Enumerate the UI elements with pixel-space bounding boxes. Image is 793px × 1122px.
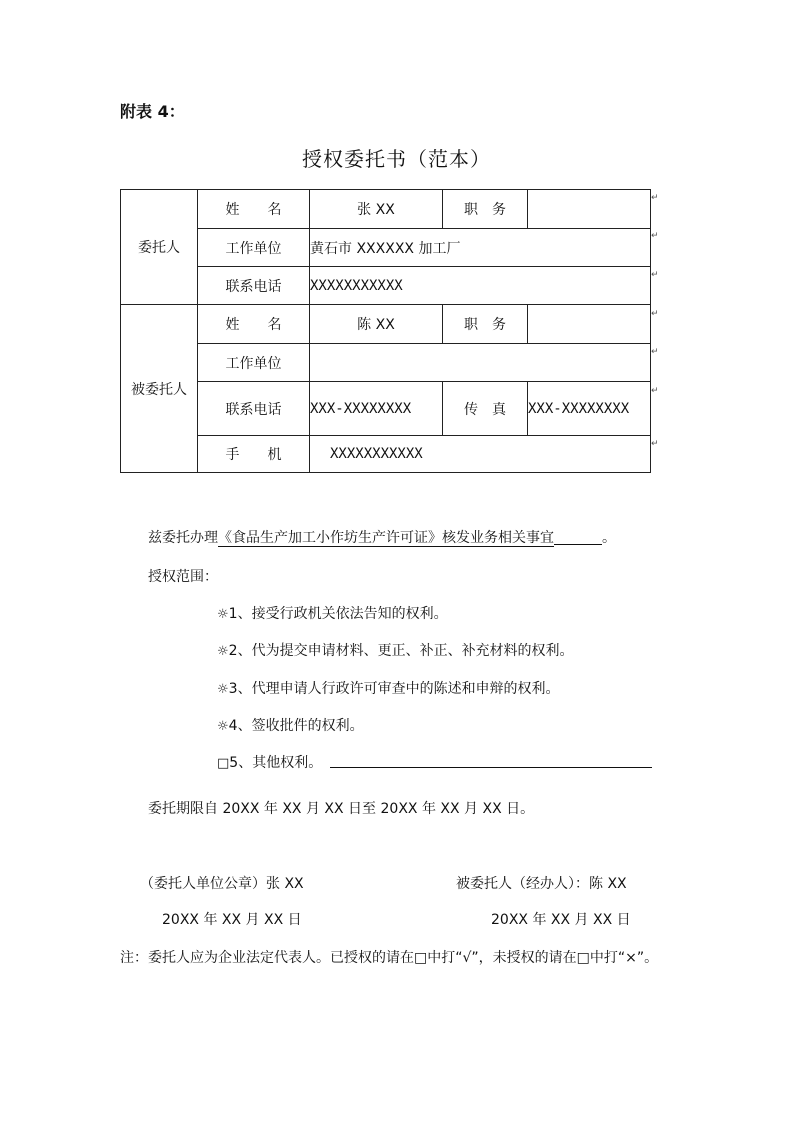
agent-phone-label: 联系电话 [198, 382, 310, 436]
agent-position-value [528, 305, 651, 344]
agent-label: 被委托人 [121, 305, 198, 473]
principal-position-value [528, 190, 651, 229]
agent-name-label: 姓 名 [198, 305, 310, 344]
agent-fax-value: XXX-XXXXXXXX [528, 382, 651, 436]
principal-name-value: 张 XX [310, 190, 443, 229]
appendix-label: 附表 4： [120, 102, 185, 121]
entrust-suffix: 。 [602, 530, 616, 546]
agent-name-value: 陈 XX [310, 305, 443, 344]
sun-checkbox-icon[interactable]: ☼ [217, 607, 229, 622]
principal-name-label: 姓 名 [198, 190, 310, 229]
entrust-period: 委托期限自 20XX 年 XX 月 XX 日至 20XX 年 XX 月 XX 日。 [148, 801, 535, 817]
principal-position-label: 职 务 [443, 190, 528, 229]
scope-item [217, 640, 574, 660]
footnote: 注：委托人应为企业法定代表人。已授权的请在□中打“√”，未授权的请在□中打“×”。 [120, 950, 659, 966]
agent-date: 20XX 年 XX 月 XX 日 [491, 912, 631, 928]
entrust-matter: 《食品生产加工小作坊生产许可证》核发业务相关事宜 [218, 530, 554, 546]
agent-mobile-value: XXXXXXXXXXX [310, 436, 651, 473]
entrust-blank [554, 529, 602, 545]
principal-phone-label: 联系电话 [198, 267, 310, 305]
paragraph-mark: ↵ [651, 193, 659, 203]
document-title: 授权委托书（范本） [302, 147, 491, 171]
agent-fax-label: 传 真 [443, 382, 528, 436]
agent-unit-label: 工作单位 [198, 344, 310, 382]
paragraph-mark: ↵ [651, 439, 659, 449]
entrust-statement [148, 527, 616, 547]
paragraph-mark: ↵ [651, 309, 659, 319]
scope-item [217, 715, 364, 735]
principal-phone-value: XXXXXXXXXXX [310, 267, 651, 305]
scope-item [217, 678, 560, 698]
paragraph-mark: ↵ [651, 231, 659, 241]
principal-unit-label: 工作单位 [198, 229, 310, 267]
principal-date: 20XX 年 XX 月 XX 日 [162, 912, 302, 928]
agent-signature: 被委托人（经办人）：陈 XX [456, 876, 627, 892]
scope-item-text: 2、代为提交申请材料、更正、补正、补充材料的权利。 [228, 643, 574, 659]
other-rights-blank-line[interactable] [330, 767, 652, 768]
scope-label: 授权范围： [148, 569, 218, 585]
scope-item-text: 4、签收批件的权利。 [228, 718, 364, 734]
paragraph-mark: ↵ [651, 386, 659, 396]
entrust-prefix: 兹委托办理 [148, 530, 218, 546]
authorization-table [120, 189, 651, 473]
paragraph-mark: ↵ [651, 270, 659, 280]
agent-phone-value: XXX-XXXXXXXX [310, 382, 443, 436]
principal-signature: （委托人单位公章）张 XX [140, 876, 304, 892]
agent-mobile-label: 手 机 [198, 436, 310, 473]
scope-item-text: 5、其他权利。 [229, 755, 323, 771]
scope-item-text: 3、代理申请人行政许可审查中的陈述和申辩的权利。 [228, 681, 560, 697]
principal-label: 委托人 [121, 190, 198, 305]
sun-checkbox-icon[interactable]: ☼ [217, 644, 229, 659]
agent-unit-value [310, 344, 651, 382]
sun-checkbox-icon[interactable]: ☼ [217, 682, 229, 697]
sun-checkbox-icon[interactable]: ☼ [217, 719, 229, 734]
agent-position-label: 职 务 [443, 305, 528, 344]
empty-checkbox-icon[interactable]: □ [217, 756, 230, 771]
scope-item [217, 603, 448, 623]
principal-unit-value: 黄石市 XXXXXX 加工厂 [310, 229, 651, 267]
scope-item-text: 1、接受行政机关依法告知的权利。 [228, 606, 448, 622]
scope-item [217, 752, 322, 772]
paragraph-mark: ↵ [651, 347, 659, 357]
